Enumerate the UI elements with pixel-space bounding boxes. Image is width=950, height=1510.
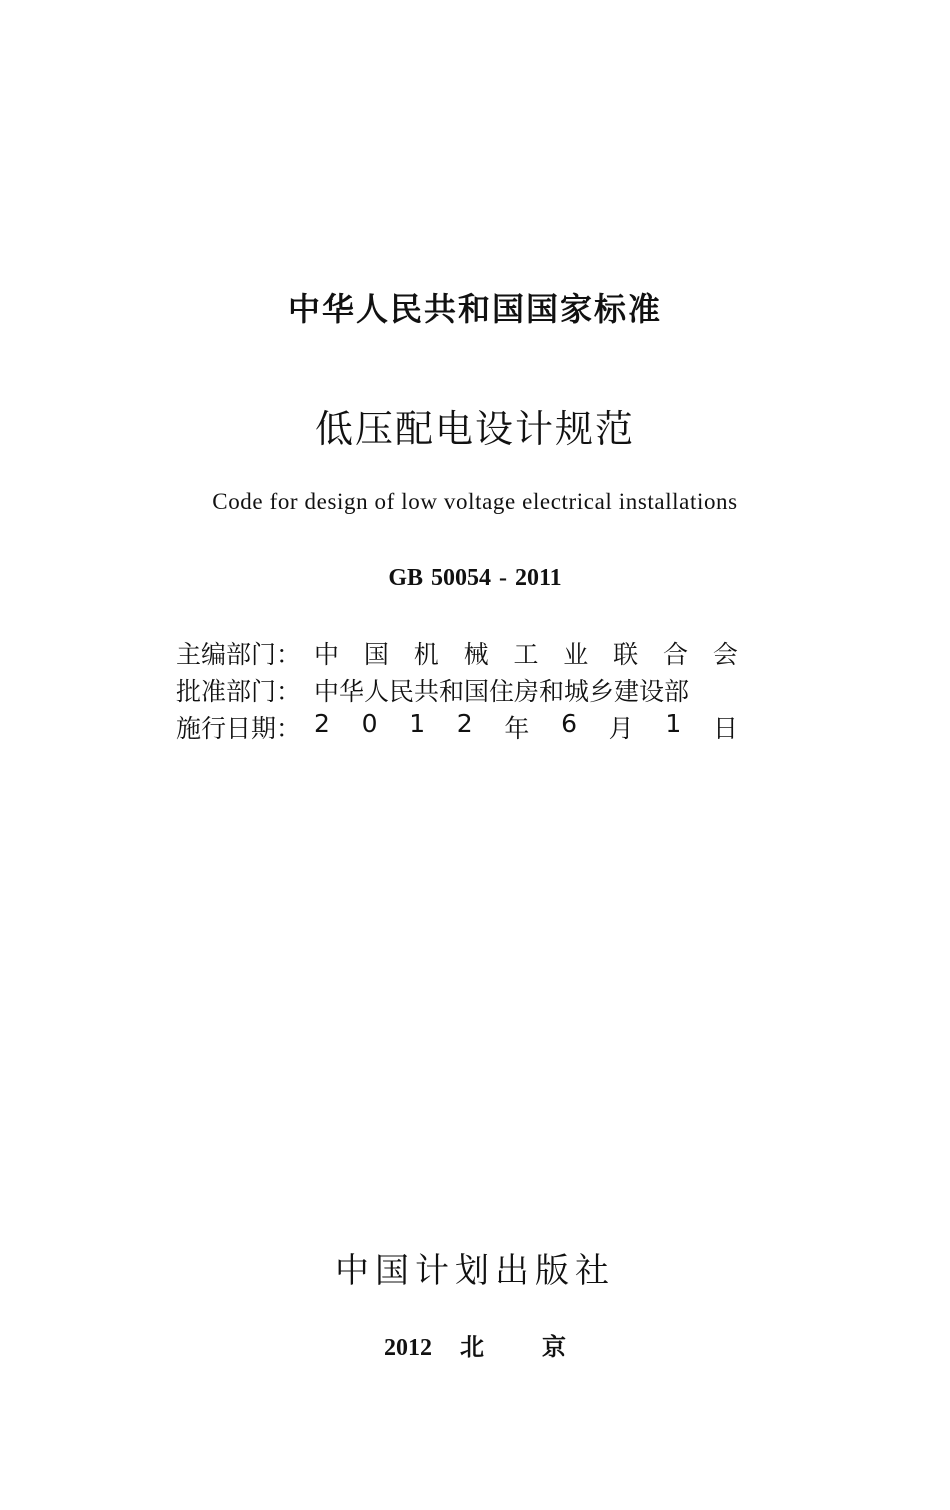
spread-char: 1: [665, 709, 682, 738]
spread-char: 日: [712, 714, 738, 743]
imprint: [0, 1327, 950, 1362]
imprint-city: [460, 1327, 566, 1362]
document-title-english: Code for design of low voltage electrical installations: [212, 489, 738, 514]
effective-date-label: 施行日期：: [176, 714, 302, 743]
spread-char: 2: [314, 709, 330, 738]
document-title-chinese: 低压配电设计规范: [314, 407, 635, 451]
spread-char: 6: [561, 709, 577, 738]
editor-value: [314, 635, 738, 671]
spread-char: 工: [513, 640, 539, 669]
editor-label: 主编部门：: [176, 640, 302, 669]
imprint-year: 2012: [384, 1335, 432, 1361]
standard-number: GB 50054 - 2011: [388, 565, 562, 591]
spread-char: 机: [413, 640, 439, 669]
spread-char: 中: [314, 640, 340, 669]
approver-value: 中华人民共和国住房和城乡建设部: [314, 677, 690, 706]
approver-label: 批准部门：: [176, 677, 302, 706]
publication-info: [176, 635, 776, 746]
spread-char: 2: [456, 709, 473, 738]
spread-char: 年: [504, 714, 530, 743]
spread-char: 联: [613, 640, 639, 669]
imprint-city-char: 京: [542, 1335, 566, 1361]
approver-row: [176, 672, 776, 708]
spread-char: 械: [463, 640, 489, 669]
effective-date-value: [314, 709, 738, 745]
publisher-name: 中国计划出版社: [335, 1251, 615, 1291]
spread-char: 1: [409, 709, 426, 738]
spread-char: 国: [363, 640, 389, 669]
effective-date-row: [176, 709, 776, 745]
spread-char: 0: [361, 709, 378, 738]
imprint-city-char: 北: [460, 1335, 484, 1361]
standard-type-heading: 中华人民共和国国家标准: [287, 290, 662, 328]
spread-char: 月: [608, 714, 634, 743]
spread-char: 会: [712, 640, 738, 669]
spread-char: 合: [663, 640, 689, 669]
spread-char: 业: [563, 640, 589, 669]
editor-row: [176, 635, 776, 671]
